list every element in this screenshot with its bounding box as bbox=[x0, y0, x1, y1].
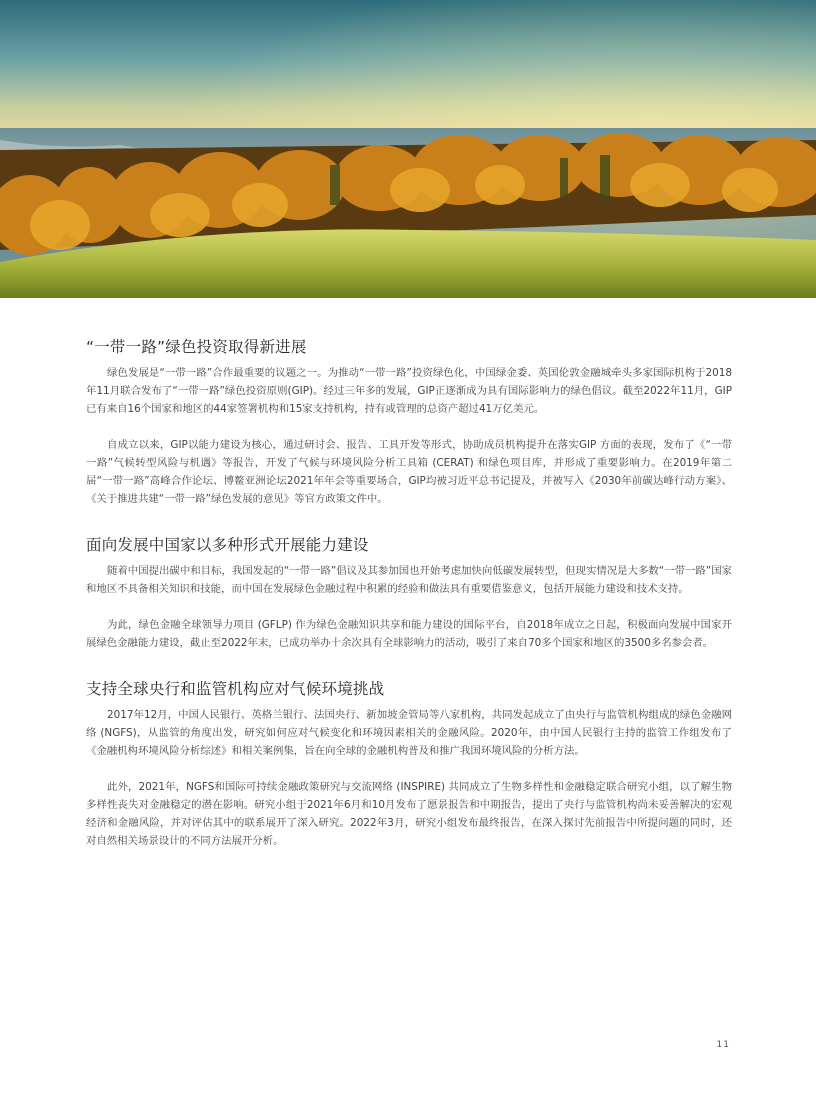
section-capacity-building bbox=[86, 534, 732, 652]
paragraph: 绿色发展是“一带一路”合作最重要的议题之一。为推动“一带一路”投资绿色化，中国绿金委、英国伦敦金融城牵头多家国际机构于2018年11月联合发布了“一带一路”绿色投资原则(GIP)。经过三年多的发展，GIP正逐渐成为具有国际影响力的绿色倡议。截至2022年11月，GIP已有来自16个国家和地区的44家签署机构和15家支持机构，持有或管理的总资产超过41万亿美元。 bbox=[86, 367, 732, 415]
section-heading: “一带一路”绿色投资取得新进展 bbox=[86, 338, 307, 356]
paragraph: 随着中国提出碳中和目标，我国发起的“一带一路”倡议及其参加国也开始考虑加快向低碳发展转型，但现实情况是大多数“一带一路”国家和地区不具备相关知识和技能，而中国在发展绿色金融过程中积累的经验和做法具有重要借鉴意义，包括开展能力建设和技术支持。 bbox=[86, 565, 732, 595]
article-content bbox=[86, 336, 732, 850]
hero-landscape-image bbox=[0, 0, 816, 298]
page-number: 11 bbox=[716, 1040, 730, 1050]
section-gip bbox=[86, 336, 732, 508]
section-heading: 面向发展中国家以多种形式开展能力建设 bbox=[86, 536, 369, 554]
section-central-banks bbox=[86, 678, 732, 850]
paragraph: 自成立以来，GIP以能力建设为核心，通过研讨会、报告、工具开发等形式，协助成员机构提升在落实GIP 方面的表现，发布了《“一带一路”气候转型风险与机遇》等报告，开发了气候与环境风险分析工具箱 (CERAT) 和绿色项目库，并形成了重要影响力。在2019年第二届“一带一路”高峰合作论坛、博鳌亚洲论坛2021年年会等重要场合，GIP均被习近平总书记提及，并被写入《2030年前碳达峰行动方案》、《关于推进共建“一带一路”绿色发展的意见》等官方政策文件中。 bbox=[86, 439, 732, 505]
paragraph: 2017年12月，中国人民银行、英格兰银行、法国央行、新加坡金管局等八家机构，共同发起成立了由央行与监管机构组成的绿色金融网络 (NGFS)，从监管的角度出发，研究如何应对气候变化和环境因素相关的金融风险。2020年，由中国人民银行主持的监管工作组发布了《金融机构环境风险分析综述》和相关案例集，旨在向全球的金融机构普及和推广我国环境风险的分析方法。 bbox=[86, 709, 732, 757]
paragraph: 此外，2021年，NGFS和国际可持续金融政策研究与交流网络 (INSPIRE) 共同成立了生物多样性和金融稳定联合研究小组，以了解生物多样性丧失对金融稳定的潜在影响。研究小组于2021年6月和10月发布了愿景报告和中期报告，提出了央行与监管机构尚未妥善解决的宏观经济和金融风险，并对评估其中的联系展开了深入研究。2022年3月，研究小组发布最终报告，在深入探讨先前报告中所提问题的同时，还对自然相关场景设计的不同方法展开分析。 bbox=[86, 781, 732, 847]
landscape-illustration bbox=[0, 0, 816, 298]
paragraph: 为此，绿色金融全球领导力项目 (GFLP) 作为绿色金融知识共享和能力建设的国际平台，自2018年成立之日起，积极面向发展中国家开展绿色金融能力建设，截止至2022年末，已成功举办十余次具有全球影响力的活动，吸引了来自70多个国家和地区的3500多名参会者。 bbox=[86, 619, 732, 649]
section-heading: 支持全球央行和监管机构应对气候环境挑战 bbox=[86, 680, 385, 698]
